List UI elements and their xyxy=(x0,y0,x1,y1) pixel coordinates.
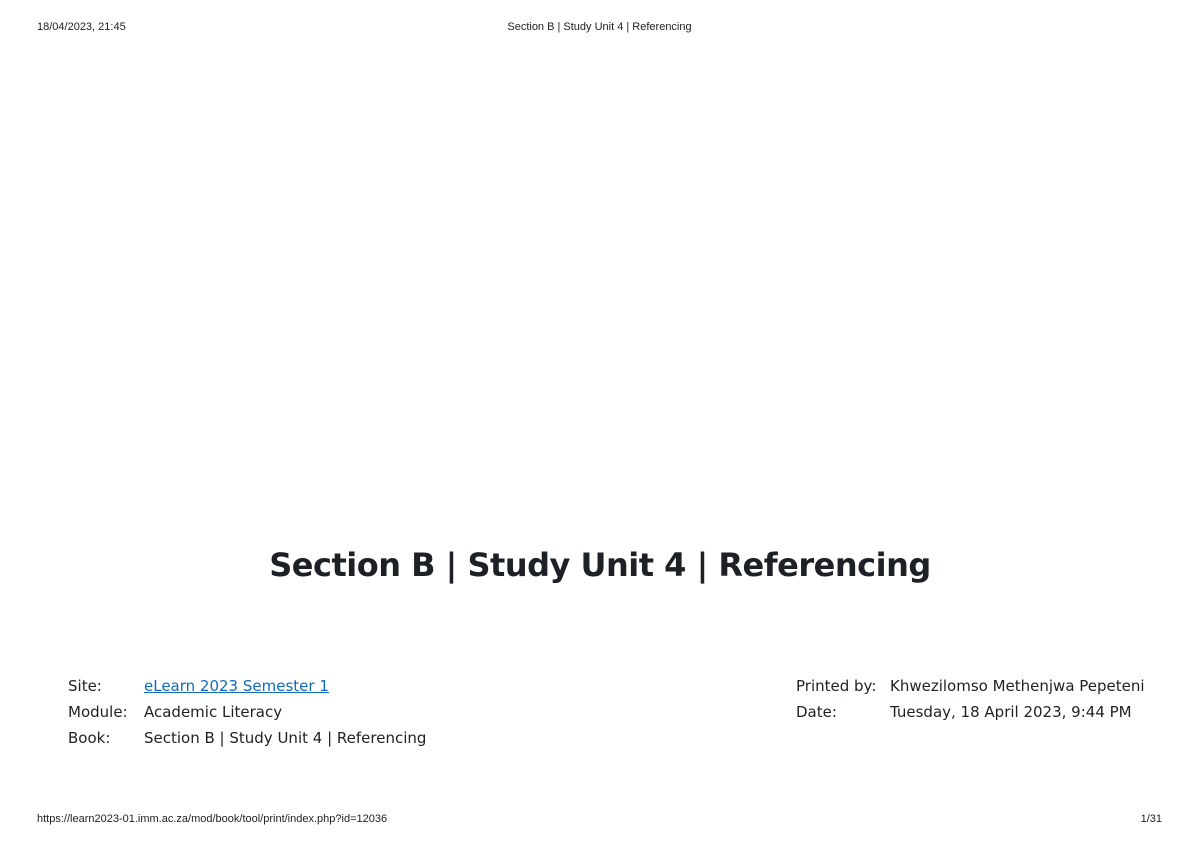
site-link[interactable]: eLearn 2023 Semester 1 xyxy=(144,677,329,695)
site-value xyxy=(144,673,426,699)
date-row xyxy=(796,699,1145,725)
print-info-table xyxy=(796,673,1145,725)
site-row xyxy=(68,673,426,699)
printed-by-label: Printed by: xyxy=(796,677,877,695)
page-number: 1/31 xyxy=(1140,813,1162,825)
book-row xyxy=(68,725,426,751)
book-info-table xyxy=(68,673,426,751)
book-title: Section B | Study Unit 4 | Referencing xyxy=(269,546,931,584)
printed-by-row xyxy=(796,673,1145,699)
print-url: https://learn2023-01.imm.ac.za/mod/book/tool/print/index.php?id=12036 xyxy=(37,813,388,825)
book-label: Book: xyxy=(68,729,111,747)
module-label: Module: xyxy=(68,703,128,721)
book-value: Section B | Study Unit 4 | Referencing xyxy=(144,729,427,747)
date-label: Date: xyxy=(796,703,837,721)
module-row xyxy=(68,699,426,725)
module-value: Academic Literacy xyxy=(144,703,283,721)
printed-by-value: Khwezilomso Methenjwa Pepeteni xyxy=(890,677,1145,695)
print-page-title: Section B | Study Unit 4 | Referencing xyxy=(507,21,692,33)
site-label: Site: xyxy=(68,677,102,695)
print-header xyxy=(37,21,1162,35)
print-footer xyxy=(37,813,1162,827)
print-datetime: 18/04/2023, 21:45 xyxy=(37,21,126,33)
date-value: Tuesday, 18 April 2023, 9:44 PM xyxy=(890,703,1132,721)
